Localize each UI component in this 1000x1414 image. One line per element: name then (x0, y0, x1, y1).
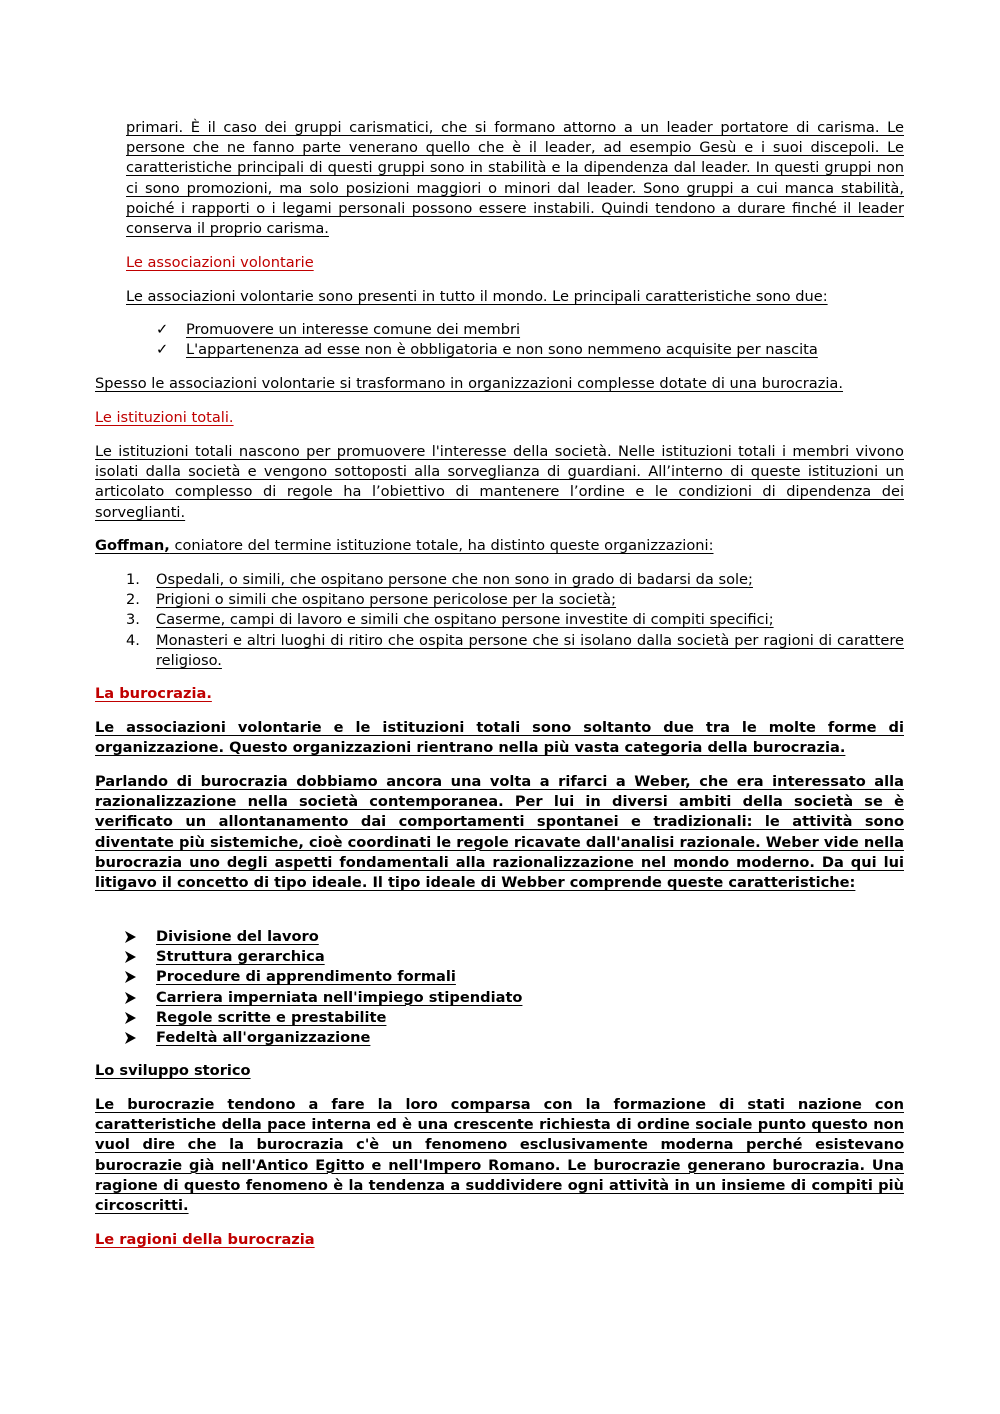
list-number: 2. (126, 591, 140, 609)
arrowhead-bullet-icon (124, 992, 136, 1004)
arrowhead-bullet-icon (124, 931, 136, 943)
voluntary-associations-outro: Spesso le associazioni volontarie si trasformano in organizzazioni complesse dotate di una burocrazia. (95, 375, 844, 392)
voluntary-associations-heading: Le associazioni volontarie (126, 254, 314, 271)
list-item-text: Ospedali, o simili, che ospitano persone che non sono in grado di badarsi da sole; (156, 571, 753, 588)
list-item-text: Promuovere un interesse comune dei membri (186, 321, 521, 338)
list-item (126, 631, 904, 671)
list-item-text: Struttura gerarchica (156, 948, 325, 966)
total-institutions-paragraph: Le istituzioni totali nascono per promuovere l'interesse della società. Nelle istituzioni totali i membri vivono isolati dalla società e vengono sottoposti alla sorveglianza di guardiani. All’interno di queste istituzioni un articolato complesso di regole ha l’obiettivo di mantenere l’ordine e le condizioni di dipendenza dei sorveglianti. (95, 443, 904, 521)
list-item-text: Procedure di apprendimento formali (156, 968, 456, 986)
goffman-text: coniatore del termine istituzione totale, ha distinto queste organizzazioni: (169, 537, 714, 554)
voluntary-characteristics-list (156, 320, 904, 360)
goffman-name: Goffman, (95, 537, 170, 554)
voluntary-associations-intro: Le associazioni volontarie sono presenti in tutto il mondo. Le principali caratteristiche sono due: (126, 288, 828, 305)
list-item-text: Fedeltà all'organizzazione (156, 1029, 371, 1047)
check-mark-icon: ✓ (156, 321, 169, 338)
list-item-text: Carriera imperniata nell'impiego stipendiato (156, 988, 523, 1006)
list-item (156, 947, 904, 967)
check-mark-icon: ✓ (156, 341, 169, 359)
list-item (156, 988, 904, 1008)
list-item (156, 927, 904, 947)
bureaucracy-paragraph-1: Le associazioni volontarie e le istituzioni totali sono soltanto due tra le molte forme di organizzazione. Questo organizzazioni rientrano nella più vasta categoria della burocrazia. (95, 719, 904, 757)
list-item (126, 570, 904, 590)
charismatic-groups-paragraph: primari. È il caso dei gruppi carismatici, che si formano attorno a un leader portatore di carisma. Le persone che ne fanno parte venerano quello che è il leader, ad esempio Gesù e i suoi discepoli. Le caratteristiche principali di questi gruppi sono in stabilità e la dipendenza dal leader. In questi gruppi non ci sono promozioni, ma solo posizioni maggiori o minori dal leader. Sono gruppi a cui manca stabilità, poiché i rapporti o i legami personali possono essere instabili. Quindi tendono a durare finché il leader conserva il proprio carisma. (126, 119, 904, 238)
list-item (156, 1028, 904, 1048)
goffman-paragraph (95, 536, 904, 556)
arrowhead-bullet-icon (124, 1032, 136, 1044)
list-number: 1. (126, 571, 140, 588)
list-number: 4. (126, 631, 140, 649)
bureaucracy-paragraph-2: Parlando di burocrazia dobbiamo ancora una volta a rifarci a Weber, che era interessato alla razionalizzazione nella società contemporanea. Per lui in diversi ambiti della società se è verificato un allontanamento dai comportamenti spontanei e tradizionali: le attività sono diventate più sistemiche, cioè coordinati le regole ricavate dall'analisi razionale. Weber vide nella burocrazia uno degli aspetti fondamentali alla razionalizzazione nel mondo moderno. Da qui lui litigavo il concetto di tipo ideale. Il tipo ideale di Webber comprende queste caratteristiche: (95, 773, 904, 892)
ideal-type-list (156, 927, 904, 1048)
list-item-text: L'appartenenza ad esse non è obbligatoria e non sono nemmeno acquisite per nascita (186, 341, 818, 359)
list-item-text: Prigioni o simili che ospitano persone pericolose per la società; (156, 591, 617, 609)
arrowhead-bullet-icon (124, 1012, 136, 1024)
arrowhead-bullet-icon (124, 951, 136, 963)
arrowhead-bullet-icon (124, 971, 136, 983)
bureaucracy-heading: La burocrazia. (95, 685, 212, 702)
list-item-text: Regole scritte e prestabilite (156, 1008, 387, 1026)
list-item (156, 340, 904, 360)
list-item (126, 590, 904, 610)
list-item (156, 1008, 904, 1028)
list-item-text: Divisione del lavoro (156, 928, 319, 945)
list-item (126, 610, 904, 630)
list-number: 3. (126, 611, 140, 629)
history-paragraph: Le burocrazie tendono a fare la loro comparsa con la formazione di stati nazione con caratteristiche della pace interna ed è una crescente richiesta di ordine sociale punto questo non vuol dire che la burocrazia c'è un fenomeno esclusivamente moderna perché esistevano burocrazie già nell'Antico Egitto e nell'Impero Romano. Le burocrazie generano burocrazia. Una ragione di questo fenomeno è la tendenza a suddividere ogni attività in un insieme di compiti più circoscritti. (95, 1096, 904, 1215)
list-item-text: Monasteri e altri luoghi di ritiro che ospita persone che si isolano dalla società per ragioni di carattere religioso. (156, 631, 904, 669)
institution-types-list (126, 570, 904, 671)
reasons-heading: Le ragioni della burocrazia (95, 1231, 315, 1248)
history-heading: Lo sviluppo storico (95, 1062, 251, 1079)
list-item-text: Caserme, campi di lavoro e simili che ospitano persone investite di compiti specifici; (156, 611, 774, 629)
total-institutions-heading: Le istituzioni totali. (95, 409, 234, 426)
list-item (156, 320, 904, 340)
list-item (156, 967, 904, 987)
